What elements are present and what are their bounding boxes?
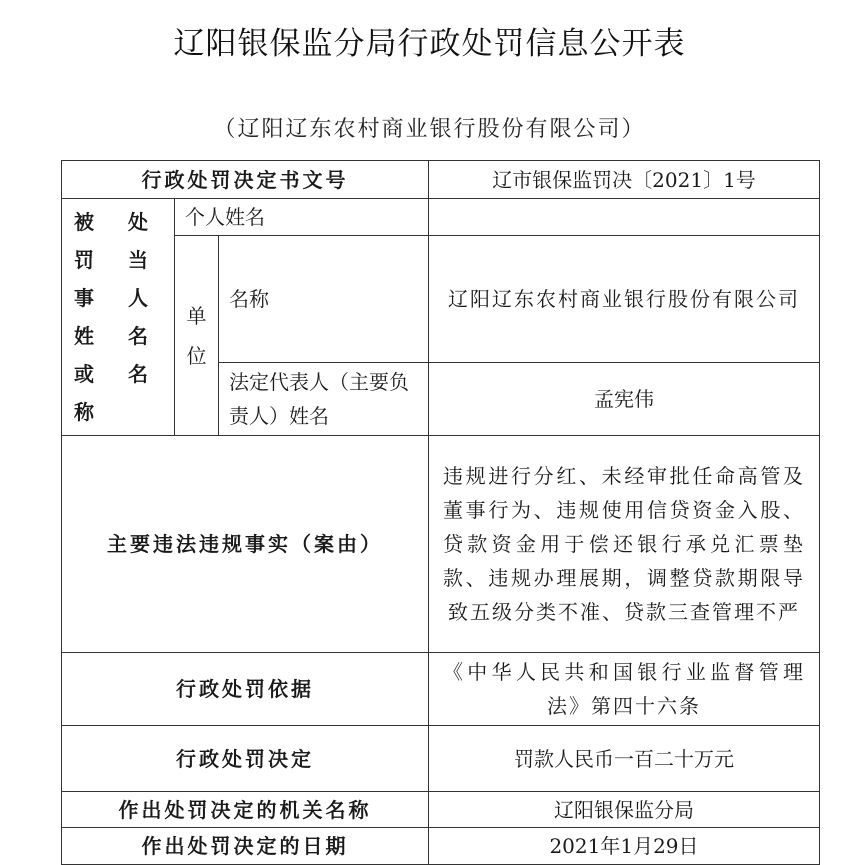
party-label: 被处罚当事人姓名或名称 — [62, 199, 175, 436]
legal-rep-label: 法定代表人（主要负责人）姓名 — [219, 363, 429, 436]
facts-value: 违规进行分红、未经审批任命高管及董事行为、违规使用信贷资金入股、贷款资金用于偿还银行承兑汇票垫款、违规办理展期，调整贷款期限导致五级分类不准、贷款三查管理不严 — [429, 436, 820, 653]
date-value: 2021年1月29日 — [429, 828, 820, 865]
unit-label — [175, 236, 219, 436]
table-row — [62, 726, 820, 792]
table-row — [62, 236, 820, 363]
page-title: 辽阳银保监分局行政处罚信息公开表 — [173, 26, 686, 62]
table-row — [62, 653, 820, 726]
decision-value: 罚款人民币一百二十万元 — [429, 726, 820, 792]
table-row — [62, 792, 820, 828]
basis-value: 《中华人民共和国银行业监督管理法》第四十六条 — [429, 653, 820, 726]
unit-name-label: 名称 — [219, 236, 429, 363]
authority-value: 辽阳银保监分局 — [429, 792, 820, 828]
unit-label-char: 位 — [186, 343, 207, 368]
unit-name-value: 辽阳辽东农村商业银行股份有限公司 — [429, 236, 820, 363]
decision-label: 行政处罚决定 — [62, 726, 429, 792]
table-row — [62, 436, 820, 653]
date-label: 作出处罚决定的日期 — [62, 828, 429, 865]
doc-number-value: 辽市银保监罚决〔2021〕1号 — [429, 161, 820, 199]
facts-label: 主要违法违规事实（案由） — [62, 436, 429, 653]
table-row — [62, 161, 820, 199]
table-row — [62, 199, 820, 236]
page-subtitle: （辽阳辽东农村商业银行股份有限公司） — [213, 117, 646, 142]
doc-number-label: 行政处罚决定书文号 — [62, 161, 429, 199]
penalty-info-table — [61, 160, 820, 865]
individual-name-label: 个人姓名 — [175, 199, 429, 236]
basis-label: 行政处罚依据 — [62, 653, 429, 726]
unit-label-char: 单 — [186, 303, 207, 328]
table-row — [62, 828, 820, 865]
authority-label: 作出处罚决定的机关名称 — [62, 792, 429, 828]
legal-rep-value: 孟宪伟 — [429, 363, 820, 436]
individual-name-value — [429, 199, 820, 236]
